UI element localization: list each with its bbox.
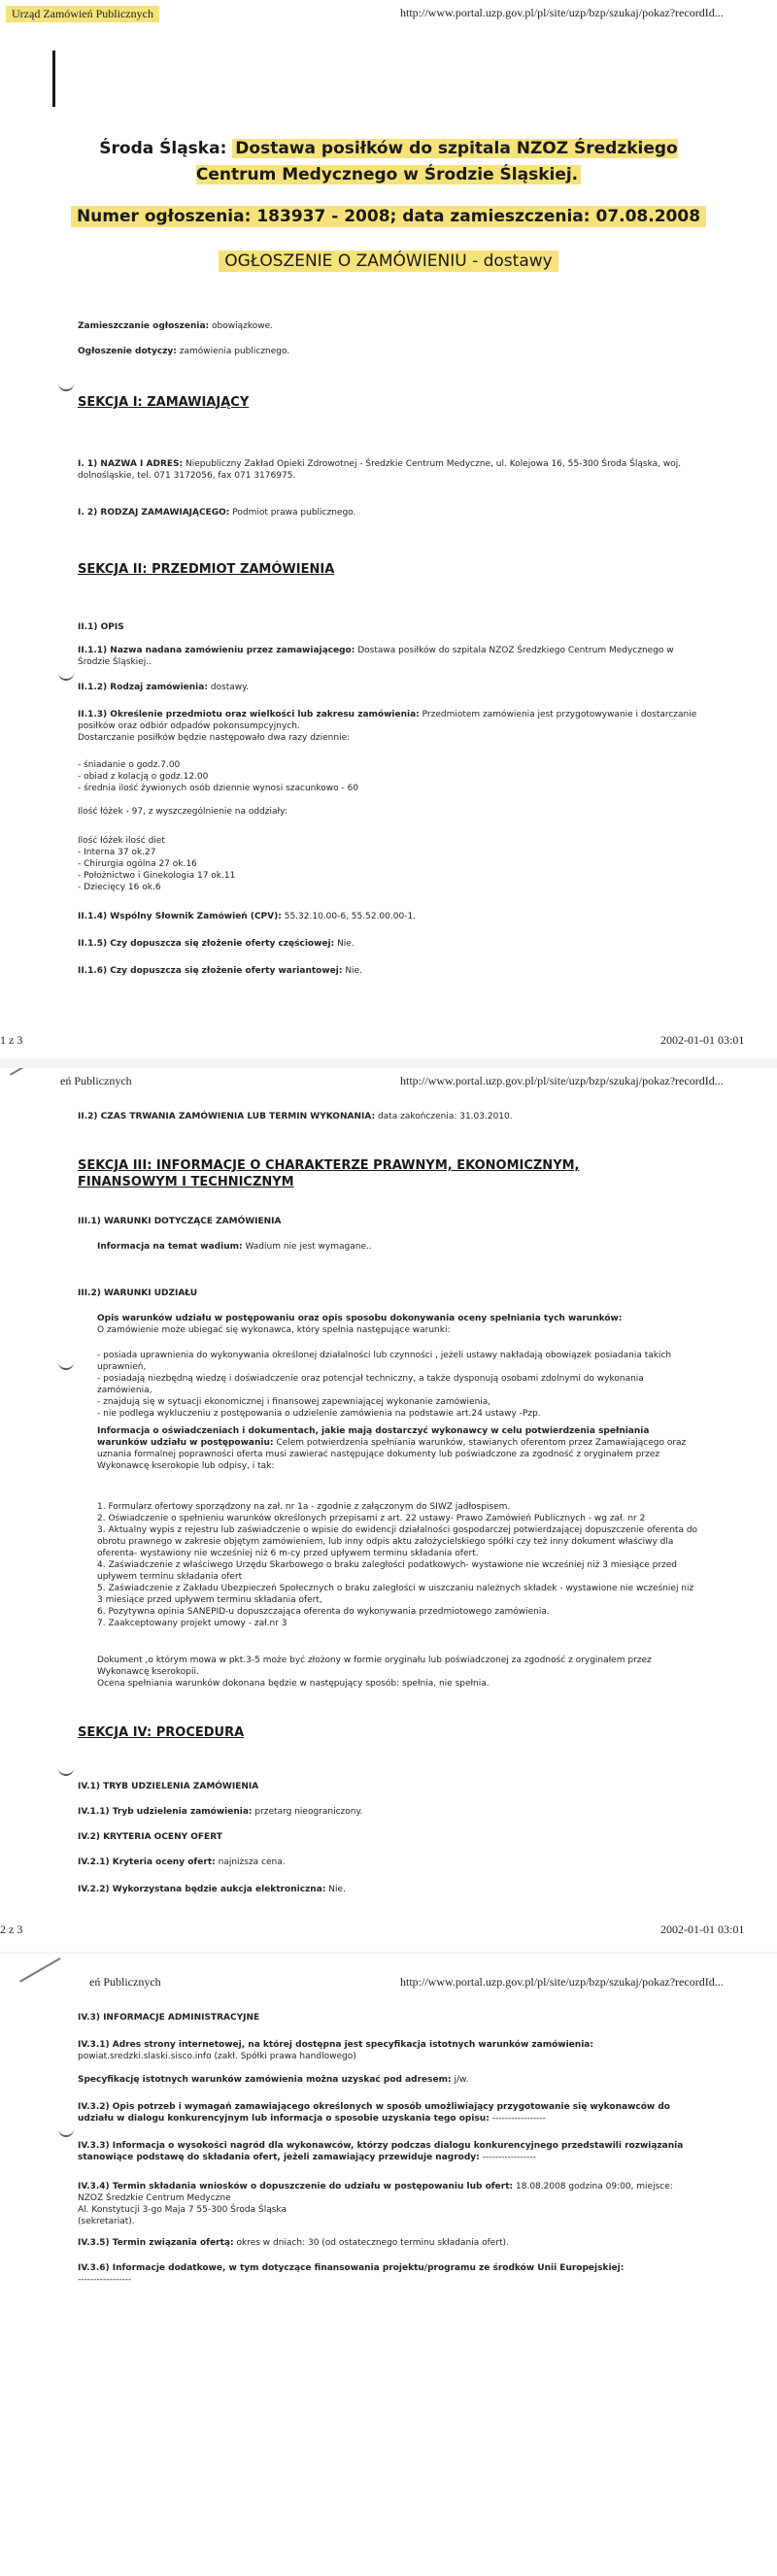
publication-date: 07.08.2008 [595, 207, 701, 226]
variant-offer-line [78, 965, 699, 977]
header-org: eń Publicznych [60, 1074, 132, 1087]
partial-offer-label: II.1.5) Czy dopuszcza się złożenie oferty częściowej: [78, 939, 335, 949]
contracting-authority-address [78, 458, 699, 482]
title-location: Środa Śląska: [99, 139, 227, 158]
document-page-3 [0, 1954, 777, 2576]
footer-timestamp: 2002-01-01 03:01 [660, 1033, 745, 1047]
deposit-line [97, 1241, 699, 1253]
address-label: I. 1) NAZWA I ADRES: [78, 459, 184, 469]
punch-mark [58, 670, 74, 681]
submission-deadline [78, 2181, 699, 2227]
order-name [78, 645, 699, 668]
eu-funding-value: ----------------- [78, 2275, 132, 2285]
binding-value: okres w dniach: 30 (od ostatecznego terminu składania ofert). [236, 2238, 509, 2248]
dialogue-value: ----------------- [491, 2114, 546, 2124]
mode-value: przetarg nieograniczony. [254, 1807, 363, 1817]
deadline-label: IV.3.4) Termin składania wniosków o dopuszczenie do udziału w postępowaniu lub ofert: [78, 2182, 514, 2191]
footer-timestamp: 2002-01-01 03:01 [660, 1923, 745, 1936]
conditions-intro [97, 1313, 699, 1336]
scan-artifact [10, 1068, 52, 1076]
documents-value: Celem potwierdzenia spełniania warunków, stawianych oferentom przez Zamawiającego oraz uznania formalnej poprawności oferta musi zawierać następujące dokumenty lub poświadczone za zgodność z oryginałem przez Wykonawcę kserokopie lub odpisy, i tak: [97, 1438, 690, 1471]
address-value: Niepubliczny Zakład Opieki Zdrowotnej - Średzkie Centrum Medyczne, ul. Kolejowa 16, 55-300 Środa Śląska, woj. dolnośląskie, tel. 071 3172056, fax 071 3176975. [78, 459, 684, 481]
authority-type-label: I. 2) RODZAJ ZAMAWIAJĄCEGO: [78, 508, 230, 518]
punch-mark [58, 2126, 74, 2137]
mode-line [78, 1806, 699, 1818]
wards-list: Ilość łóżek ilość diet - Interna 37 ok.27 - Chirurgia ogólna 27 ok.16 - Położnictwo i Ginekologia 17 ok.11 - Dziecięcy 16 ok.6 [78, 836, 236, 892]
prize-info [78, 2140, 699, 2163]
variant-offer-label: II.1.6) Czy dopuszcza się złożenie oferty wariantowej: [78, 966, 343, 976]
duration-line [78, 1111, 699, 1122]
page-title [58, 136, 719, 188]
beds-info: Ilość łóżek - 97, z wyszczególnienie na oddziały: [78, 807, 287, 817]
duration-value: data zakończenia: 31.03.2010. [377, 1112, 513, 1121]
criteria-line [78, 1857, 699, 1868]
section-1-heading: SEKCJA I: ZAMAWIAJĄCY [78, 395, 250, 410]
notice-number-label: Numer ogłoszenia: [76, 207, 252, 226]
cpv-line [78, 911, 699, 922]
punch-mark [58, 381, 74, 391]
placement-value: obowiązkowe. [212, 321, 274, 331]
placement-label: Zamieszczanie ogłoszenia: [78, 321, 210, 331]
criteria-heading: IV.2) KRYTERIA OCENY OFERT [78, 1832, 222, 1842]
variant-offer-value: Nie. [345, 966, 362, 976]
scan-margin-line [52, 50, 55, 107]
partial-offer-line [78, 938, 699, 950]
order-scope-value: Przedmiotem zamówienia jest przygotowywanie i dostarczanie posiłków oraz odbiór odpadów pokonsumpcyjnych. Dostarczanie posiłków będzie następowało dwa razy dziennie: [78, 710, 697, 743]
prize-label: IV.3.3) Informacja o wysokości nagród dla wykonawców, którzy podczas dialogu konkurencyjnego przedstawili rozwiązania stanowiące podstawę do składania ofert, jeżeli zamawiający przewiduje nagrody: [78, 2141, 687, 2162]
header-org: Urząd Zamówień Publicznych [6, 6, 159, 22]
placement-line [78, 320, 699, 332]
mode-heading: IV.1) TRYB UDZIELENIA ZAMÓWIENIA [78, 1782, 259, 1791]
document-page-2 [0, 1068, 777, 1952]
notice-heading [58, 249, 719, 274]
documents-label: Informacja o oświadczeniach i dokumentach, jakie mają dostarczyć wykonawcy w celu potwierdzenia spełniania warunków udziału w postępowaniu: [97, 1426, 653, 1448]
binding-label: IV.3.5) Termin związania ofertą: [78, 2238, 234, 2248]
order-kind-value: dostawy. [210, 683, 250, 692]
documents-list: 1. Formularz ofertowy sporządzony na zał. nr 1a - zgodnie z załączonym do SIWZ jadłospisem. 2. Oświadczenie o spełnieniu warunków określonych przepisami z art. 22 ustawy- Prawo Zamówień Publicznych - wg zał. nr 2 3. Aktualny wypis z rejestru lub zaświadczenie o wpisie do ewidencji działalności gospodarczej potwierdzającej dopuszczenie oferenta do obrotu prawnego w zakresie objętym zamówieniem, lub inny odpis aktu założycielskiego spółki czy też inny dokument właściwy dla oferenta- wystawiony nie wcześniej niż 6 m-cy przed upływem terminu składania ofert. 4. Zaświadczenie z właściwego Urzędu Skarbowego o braku zaległości podatkowych- wystawione nie wcześniej niż 3 miesiące przed upływem terminu składania ofert 5. Zaświadczenie z Zakładu Ubezpieczeń Społecznych o braku zaległości w uiszczaniu należnych składek - wystawione nie wcześniej niż 3 miesiące przed upływem terminu składania ofert, 6. Pozytywna opinia SANEPID-u dopuszczająca oferenta do wykonywania przedmiotowego zamówienia. 7. Zaakceptowany projekt umowy - zał.nr 3 [97, 1502, 698, 1628]
concerns-line [78, 346, 699, 357]
authority-type [78, 507, 699, 519]
spec-website [78, 2039, 699, 2062]
opis-heading: II.1) OPIS [78, 622, 124, 632]
punch-mark [58, 1359, 74, 1370]
criteria-value: najniższa cena. [218, 1857, 286, 1867]
punch-mark [58, 1765, 74, 1776]
header-url: http://www.portal.uzp.gov.pl/pl/site/uzp/bzp/szukaj/pokaz?recordId... [400, 1074, 724, 1087]
section-2-heading: SEKCJA II: PRZEDMIOT ZAMÓWIENIA [78, 562, 335, 577]
section-4-heading: SEKCJA IV: PROCEDURA [78, 1725, 245, 1740]
notice-heading-text: OGŁOSZENIE O ZAMÓWIENIU - dostawy [219, 251, 557, 272]
document-page-1 [0, 0, 777, 1058]
notice-number-line [58, 204, 719, 229]
deposit-heading: III.1) WARUNKI DOTYCZĄCE ZAMÓWIENIA [78, 1217, 282, 1226]
cpv-value: 55.32.10.00-6, 55.52.00.00-1. [284, 912, 417, 921]
criteria-label: IV.2.1) Kryteria oceny ofert: [78, 1857, 216, 1867]
deadline-value: 18.08.2008 godzina 09:00, miejsce: NZOZ Średzkie Centrum Medyczne Al. Konstytucji 3-go Maja 7 55-300 Środa Śląska (sekretariat). [78, 2182, 673, 2226]
conditions-heading: III.2) WARUNKI UDZIAŁU [78, 1288, 198, 1298]
auction-label: IV.2.2) Wykorzystana będzie aukcja elektroniczna: [78, 1885, 326, 1894]
section-3-heading: SEKCJA III: INFORMACJE O CHARAKTERZE PRAWNYM, EKONOMICZNYM, FINANSOWYM I TECHNICZNYM [78, 1158, 580, 1189]
mode-label: IV.1.1) Tryb udzielenia zamówienia: [78, 1807, 253, 1817]
order-kind-label: II.1.2) Rodzaj zamówienia: [78, 683, 208, 692]
partial-offer-value: Nie. [337, 939, 355, 949]
authority-type-value: Podmiot prawa publicznego. [232, 508, 356, 518]
order-scope [78, 709, 699, 744]
spec-obtain [78, 2074, 699, 2086]
spec-website-label: IV.3.1) Adres strony internetowej, na której dostępna jest specyfikacja istotnych warunków zamówienia: [78, 2040, 593, 2050]
order-kind [78, 682, 699, 693]
binding-period [78, 2237, 699, 2249]
date-label: data zamieszczenia: [402, 207, 591, 226]
auction-line [78, 1884, 699, 1895]
spec-website-value: powiat.sredzki.slaski.sisco.info (zakł. Spółki prawa handlowego) [78, 2052, 356, 2061]
duration-label: II.2) CZAS TRWANIA ZAMÓWIENIA LUB TERMIN WYKONANIA: [78, 1112, 376, 1121]
footer-page-number: 2 z 3 [0, 1923, 23, 1936]
cpv-label: II.1.4) Wspólny Słownik Zamówień (CPV): [78, 912, 282, 921]
notice-number: 183937 - 2008; [256, 207, 397, 226]
spec-obtain-value: j/w. [454, 2075, 469, 2085]
dialogue-label: IV.3.2) Opis potrzeb i wymagań zamawiającego określonych w sposób umożliwiający przygotowanie się wykonawców do udziału w dialogu konkurencyjnym lub informacja o sposobie uzyskania tego opisu: [78, 2102, 674, 2124]
prize-value: ----------------- [482, 2153, 536, 2162]
order-name-value: Dostawa posiłków do szpitala NZOZ Średzkiego Centrum Medycznego w Środzie Śląskiej.. [78, 646, 677, 667]
eu-funding-info [78, 2262, 699, 2286]
header-url: http://www.portal.uzp.gov.pl/pl/site/uzp/bzp/szukaj/pokaz?recordId... [400, 6, 724, 19]
admin-heading: IV.3) INFORMACJE ADMINISTRACYJNE [78, 2013, 260, 2023]
conditions-value: O zamówienie może ubiegać się wykonawca, który spełnia następujące warunki: [97, 1325, 451, 1335]
header-url: http://www.portal.uzp.gov.pl/pl/site/uzp/bzp/szukaj/pokaz?recordId... [400, 1975, 724, 1989]
page-separator [0, 1058, 777, 1068]
order-scope-label: II.1.3) Określenie przedmiotu oraz wielkości lub zakresu zamówienia: [78, 710, 420, 719]
deposit-value: Wadium nie jest wymagane.. [245, 1242, 372, 1252]
spec-obtain-label: Specyfikację istotnych warunków zamówienia można uzyskać pod adresem: [78, 2075, 452, 2085]
documents-intro [97, 1425, 699, 1472]
concerns-value: zamówienia publicznego. [179, 347, 290, 356]
documents-note: Dokument ,o którym mowa w pkt.3-5 może być złożony w formie oryginału lub poświadczonej za zgodność z oryginałem przez Wykonawcę kserokopii. Ocena spełniania warunków dokonana będzie w następujący sposób: spełnia, nie spełnia. [97, 1656, 652, 1689]
title-subject: Dostawa posiłków do szpitala NZOZ Średzkiego Centrum Medycznego w Środzie Śląskiej. [195, 139, 678, 184]
concerns-label: Ogłoszenie dotyczy: [78, 347, 177, 356]
eu-funding-label: IV.3.6) Informacje dodatkowe, w tym dotyczące finansowania projektu/programu ze środków Unii Europejskiej: [78, 2263, 625, 2273]
conditions-label: Opis warunków udziału w postępowaniu oraz opis sposobu dokonywania oceny spełniania tych warunków: [97, 1314, 623, 1323]
footer-page-number: 1 z 3 [0, 1033, 23, 1047]
order-name-label: II.1.1) Nazwa nadana zamówieniu przez zamawiającego: [78, 646, 355, 655]
auction-value: Nie. [328, 1885, 346, 1894]
header-org: eń Publicznych [89, 1975, 161, 1989]
meal-times: - śniadanie o godz.7.00 - obiad z kolacją o godz.12.00 - średnia ilość żywionych osób dziennie wynosi szacunkowo - 60 [78, 760, 359, 793]
deposit-label: Informacja na temat wadium: [97, 1242, 243, 1252]
conditions-list: - posiada uprawnienia do wykonywania określonej działalności lub czynności , jeżeli ustawy nakładają obowiązek posiadania takich uprawnień, - posiadają niezbędną wiedzę i doświadczenie oraz potencjał techniczny, a także dysponują osobami zdolnymi do wykonania zamówienia, - znajdują się w sytuacji ekonomicznej i finansowej zapewniającej wykonanie zamówienia, - nie podlega wykluczeniu z postępowania o udzielenie zamówienia na podstawie art.24 ustawy -Pzp. [97, 1351, 672, 1419]
dialogue-description [78, 2101, 699, 2124]
scan-artifact [19, 1957, 61, 1983]
